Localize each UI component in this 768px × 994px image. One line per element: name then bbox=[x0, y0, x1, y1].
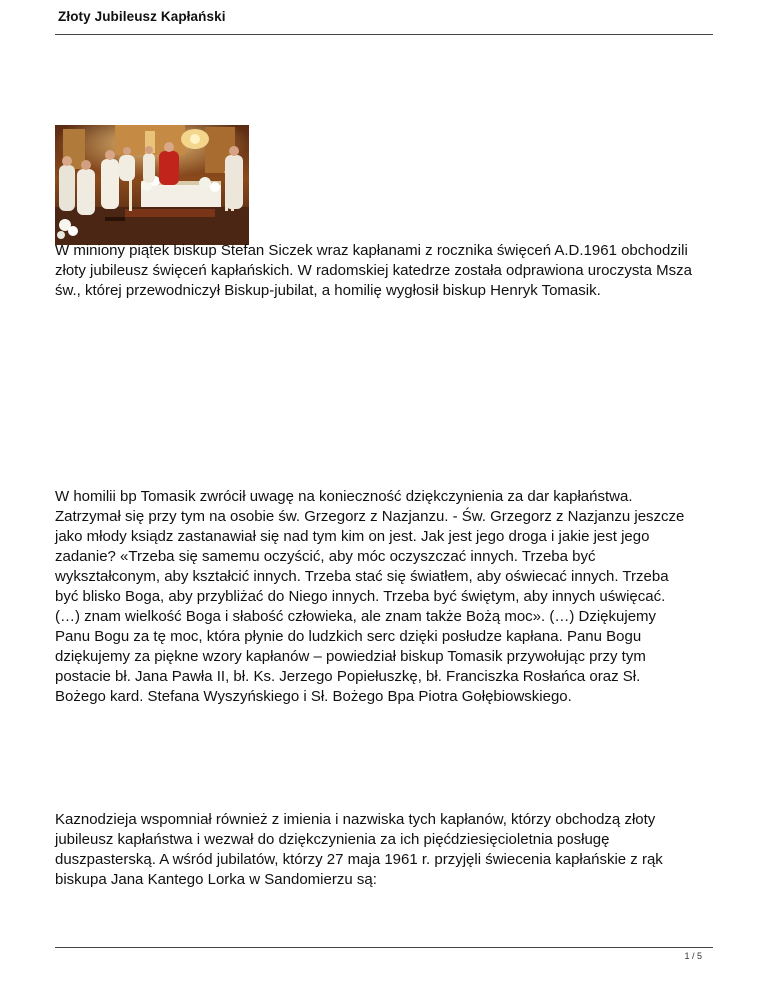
footer-divider bbox=[55, 947, 713, 948]
paragraph-line: postacie bł. Jana Pawła II, bł. Ks. Jerzego Popiełuszkę, bł. Franciszka Rosłańca oraz Sł. bbox=[55, 668, 641, 685]
paragraph-line: W homilii bp Tomasik zwrócił uwagę na konieczność dziękczynienia za dar kapłaństwa. bbox=[55, 488, 633, 505]
paragraph-line: dziękujemy za piękne wzory kapłanów – powiedział biskup Tomasik przywołując przy tym bbox=[55, 648, 646, 665]
document-title: Złoty Jubileusz Kapłański bbox=[58, 9, 226, 24]
church-ceremony-photo bbox=[55, 125, 249, 245]
paragraph-line: Bożego kard. Stefana Wyszyńskiego i Sł. Bożego Bpa Piotra Gołębiowskiego. bbox=[55, 688, 572, 705]
paragraph-homily bbox=[55, 487, 723, 707]
paragraph-line: wykształconym, aby kształcić innych. Trzeba stać się światłem, aby oświecać innych. Trzeba bbox=[55, 568, 669, 585]
paragraph-line: Panu Bogu za tę moc, która płynie do ludzkich serc dzięki posłudze kapłana. Panu Bogu bbox=[55, 628, 642, 645]
paragraph-line: Zatrzymał się przy tym na osobie św. Grzegorz z Nazjanzu. - Św. Grzegorz z Nazjanzu jeszcze bbox=[55, 508, 685, 525]
paragraph-line: złoty jubileusz święceń kapłańskich. W radomskiej katedrze została odprawiona uroczysta Msza bbox=[55, 262, 692, 279]
paragraph-intro bbox=[55, 241, 723, 301]
paragraph-line: jako młody ksiądz zastanawiał się nad tym kim on jest. Jak jest jego droga i jakie jest jego bbox=[55, 528, 650, 545]
paragraph-jubilarians bbox=[55, 810, 723, 890]
paragraph-line: W miniony piątek biskup Stefan Siczek wraz kapłanami z rocznika święceń A.D.1961 obchodzili bbox=[55, 242, 688, 259]
paragraph-line: biskupa Jana Kantego Lorka w Sandomierzu są: bbox=[55, 871, 377, 888]
paragraph-line: być blisko Boga, aby przybliżać do Niego innych. Trzeba być świętym, aby innych uświęcać. bbox=[55, 588, 666, 605]
header-divider bbox=[55, 34, 713, 35]
paragraph-line: zadanie? «Trzeba się samemu oczyścić, aby móc oczyszczać innych. Trzeba być bbox=[55, 548, 596, 565]
paragraph-line: Kaznodzieja wspomniał również z imienia i nazwiska tych kapłanów, którzy obchodzą złoty bbox=[55, 811, 656, 828]
paragraph-line: (…) znam wielkość Boga i słabość człowieka, ale znam także Bożą moc». (…) Dziękujemy bbox=[55, 608, 657, 625]
paragraph-line: jubileusz kapłaństwa i wezwał do dziękczynienia za ich pięćdziesięcioletnia posługę bbox=[55, 831, 610, 848]
paragraph-line: św., której przewodniczył Biskup-jubilat, a homilię wygłosił biskup Henryk Tomasik. bbox=[55, 282, 601, 299]
page-number: 1 / 5 bbox=[684, 951, 702, 961]
paragraph-line: duszpasterską. A wśród jubilatów, którzy 27 maja 1961 r. przyjęli świecenia kapłańskie z rąk bbox=[55, 851, 663, 868]
